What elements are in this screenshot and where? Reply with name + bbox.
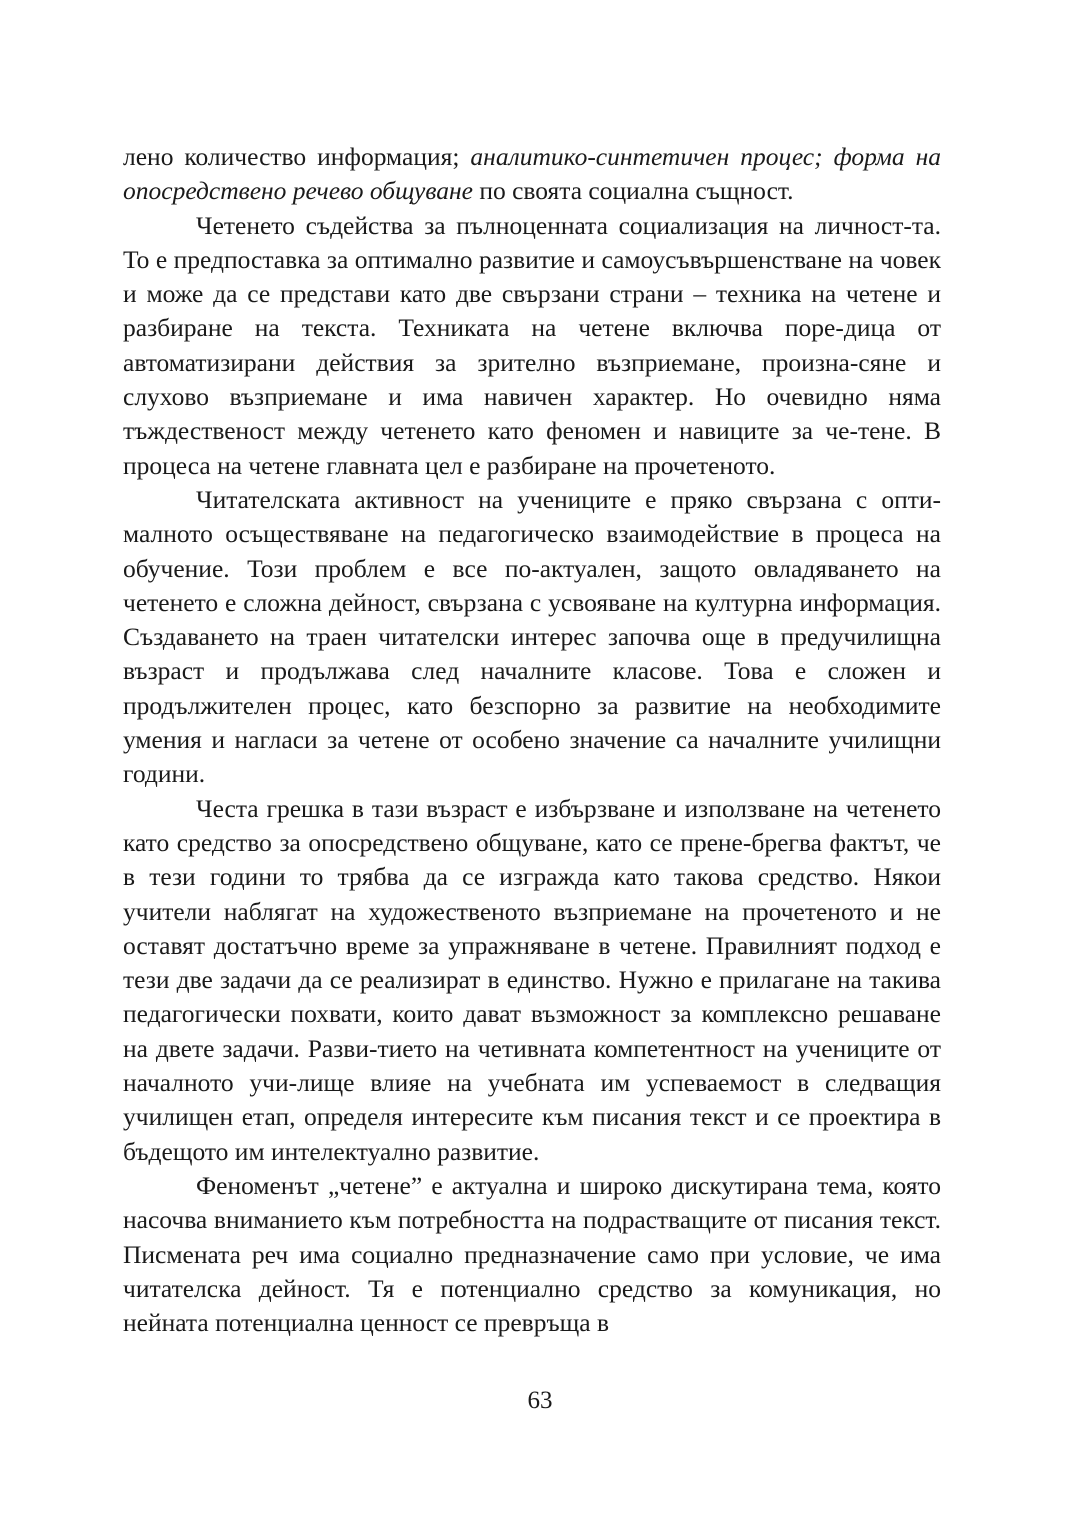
paragraph-4: Честа грешка в тази възраст е избързване и използване на четенето като средство за опосредствено общуване, като се прене-брегва фактът, че в тези години то трябва да се изгражда като такова средство. Някои учители наблягат на художественото възприемане на прочетеното и не оставят достатъчно време за упражняване в четене. Правилният подход е тези две задачи да се реализират в единство. Нужно е прилагане на такива педагогически похвати, които дават възможност за комплексно решаване на двете задачи. Разви-тието на четивната компетентност на учениците от началното учи-лище влияе на учебната им успеваемост в следващия училищен етап, определя интересите към писания текст и се проектира в бъдещото им интелектуално развитие. (123, 793, 941, 1166)
body-text (123, 140, 941, 1340)
paragraph-1 (123, 140, 941, 209)
page-number: 63 (527, 1387, 553, 1414)
paragraph-3: Читателската активност на учениците е пряко свързана с опти-малното осъществяване на педагогическо взаимодействие в процеса на обучение. Този проблем е все по-актуален, защото овладяването на четенето е сложна дейност, свързана с усвояване на културна информация. Създаването на траен читателски интерес започва още в предучилищна възраст и продължава след началните класове. Това е сложен и продължителен процес, като безспорно за развитие на необходимите умения и нагласи за четене от особено значение са началните училищни години. (123, 484, 941, 789)
paragraph-2: Четенето съдейства за пълноценната социализация на личност-та. То е предпоставка за оптимално развитие и самоусъвършенстване на човек и може да се представи като две свързани страни – техника на четене и разбиране на текста. Техниката на четене включва поре-дица от автоматизирани действия за зрително възприемане, произна-сяне и слухово възприемане и има навичен характер. Но очевидно няма тъждественост между четенето като феномен и навиците за че-тене. В процеса на четене главната цел е разбиране на прочетеното. (123, 210, 941, 480)
paragraph-5: Феноменът „четене” е актуална и широко дискутирана тема, която насочва вниманието към потребността на подрастващите от писания текст. Писмената реч има социално предназначение само при условие, че има читателска дейност. Тя е потенциално средство за комуникация, но нейната потенциална ценност се превръща в (123, 1170, 941, 1338)
paragraph-1-italic-phrase: аналитико-синтетичен процес; форма на опосредствено речево общуване (123, 142, 941, 206)
paragraph-1-text-end: по своята социална същност. (472, 176, 794, 206)
paragraph-1-text-start: лено количество информация; (123, 142, 471, 171)
